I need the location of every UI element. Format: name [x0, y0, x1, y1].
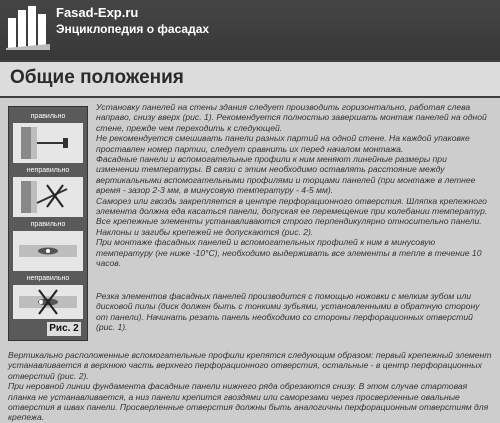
figure-label-correct-2: правильно — [30, 221, 66, 228]
page-title: Общие положения — [10, 67, 184, 88]
figure-label-wrong-2: неправильно — [26, 275, 70, 282]
paragraph-profiles: Вертикально расположенные вспомогательные профили крепятся следующим образом: первый крепежный элемент устанавливается в верхнюю часть верхнего перфорационного отверстия, остальные - в центр перфорационных отверстий (рис. 2). При неровной линии фундамента фасадные панели нижнего ряда обрезаются снизу. В этом случае стартовая планка не устанавливается, а низ панели крепится гвоздями или саморезами через просверленные овальные отверстия в швах панели. Просверленные отверстия должны быть аналогичны перфорационным отверстиям для крепежа. — [8, 350, 492, 423]
site-subtitle: Энциклопедия о фасадах — [56, 22, 210, 36]
wrong-fastening-illustration — [13, 177, 83, 217]
paragraph-cutting: Резка элементов фасадных панелей производится с помощью ножовки с мелким зубом или дисковой пилы (диск должен быть с тонкими зубьями, установленными в обратную сторону от панели). Начинать резать панель необходимо со стороны перфорационных отверстий (рис. 1). — [96, 291, 480, 333]
figure-caption: Рис. 2 — [47, 322, 81, 336]
article-content — [0, 98, 500, 423]
paragraph-installation: Установку панелей на стены здания следует производить горизонтально, работая слева направо, снизу вверх (рис. 1). Рекомендуется полностью завершать монтаж панелей на одной стене, прежде чем переходить к следующей. Не рекомендуется смешивать панели разных партий на одной стене. На каждой упаковке проставлен номер партии, следует сравнить их перед началом монтажа. Фасадные панели и вспомогательные профили к ним меняют линейные размеры при изменении температуры. В связи с этим необходимо оставлять расстояние между вертикальными вспомогательными профилями и торцами панелей (при монтаже в летнее время - зазор 2-3 мм, в минусовую температуру - 4-5 мм). Саморез или гвоздь закрепляется в центре перфорационного отверстия. Шляпка крепежного элемента должна еда касаться панели, допуская ее перемещение при колебании температур. Все крепежные элементы устанавливаются строго перпендикулярно относительно панели. Наклоны и загибы крепежей не допускаются (рис. 2). При монтаже фасадных панелей и вспомогательных профилей к ним в минусовую температуру (не ниже -10°C), необходимо выдерживать все элементы в тепле в течение 10 часов. — [96, 102, 488, 269]
figure-fastening-diagram — [8, 106, 88, 341]
article-text-profiles — [8, 350, 492, 423]
site-name[interactable]: Fasad-Exp.ru — [56, 5, 139, 20]
figure-label-wrong-1: неправильно — [26, 167, 70, 174]
article-text-main — [96, 102, 492, 269]
title-bar — [0, 62, 500, 96]
building-logo-icon — [6, 4, 50, 50]
site-header — [0, 0, 500, 60]
wrong-hole-illustration — [13, 285, 83, 319]
figure-label-correct-1: правильно — [30, 113, 66, 120]
article-text-cutting — [96, 291, 492, 333]
correct-hole-illustration — [13, 231, 83, 271]
correct-fastening-illustration — [13, 123, 83, 163]
